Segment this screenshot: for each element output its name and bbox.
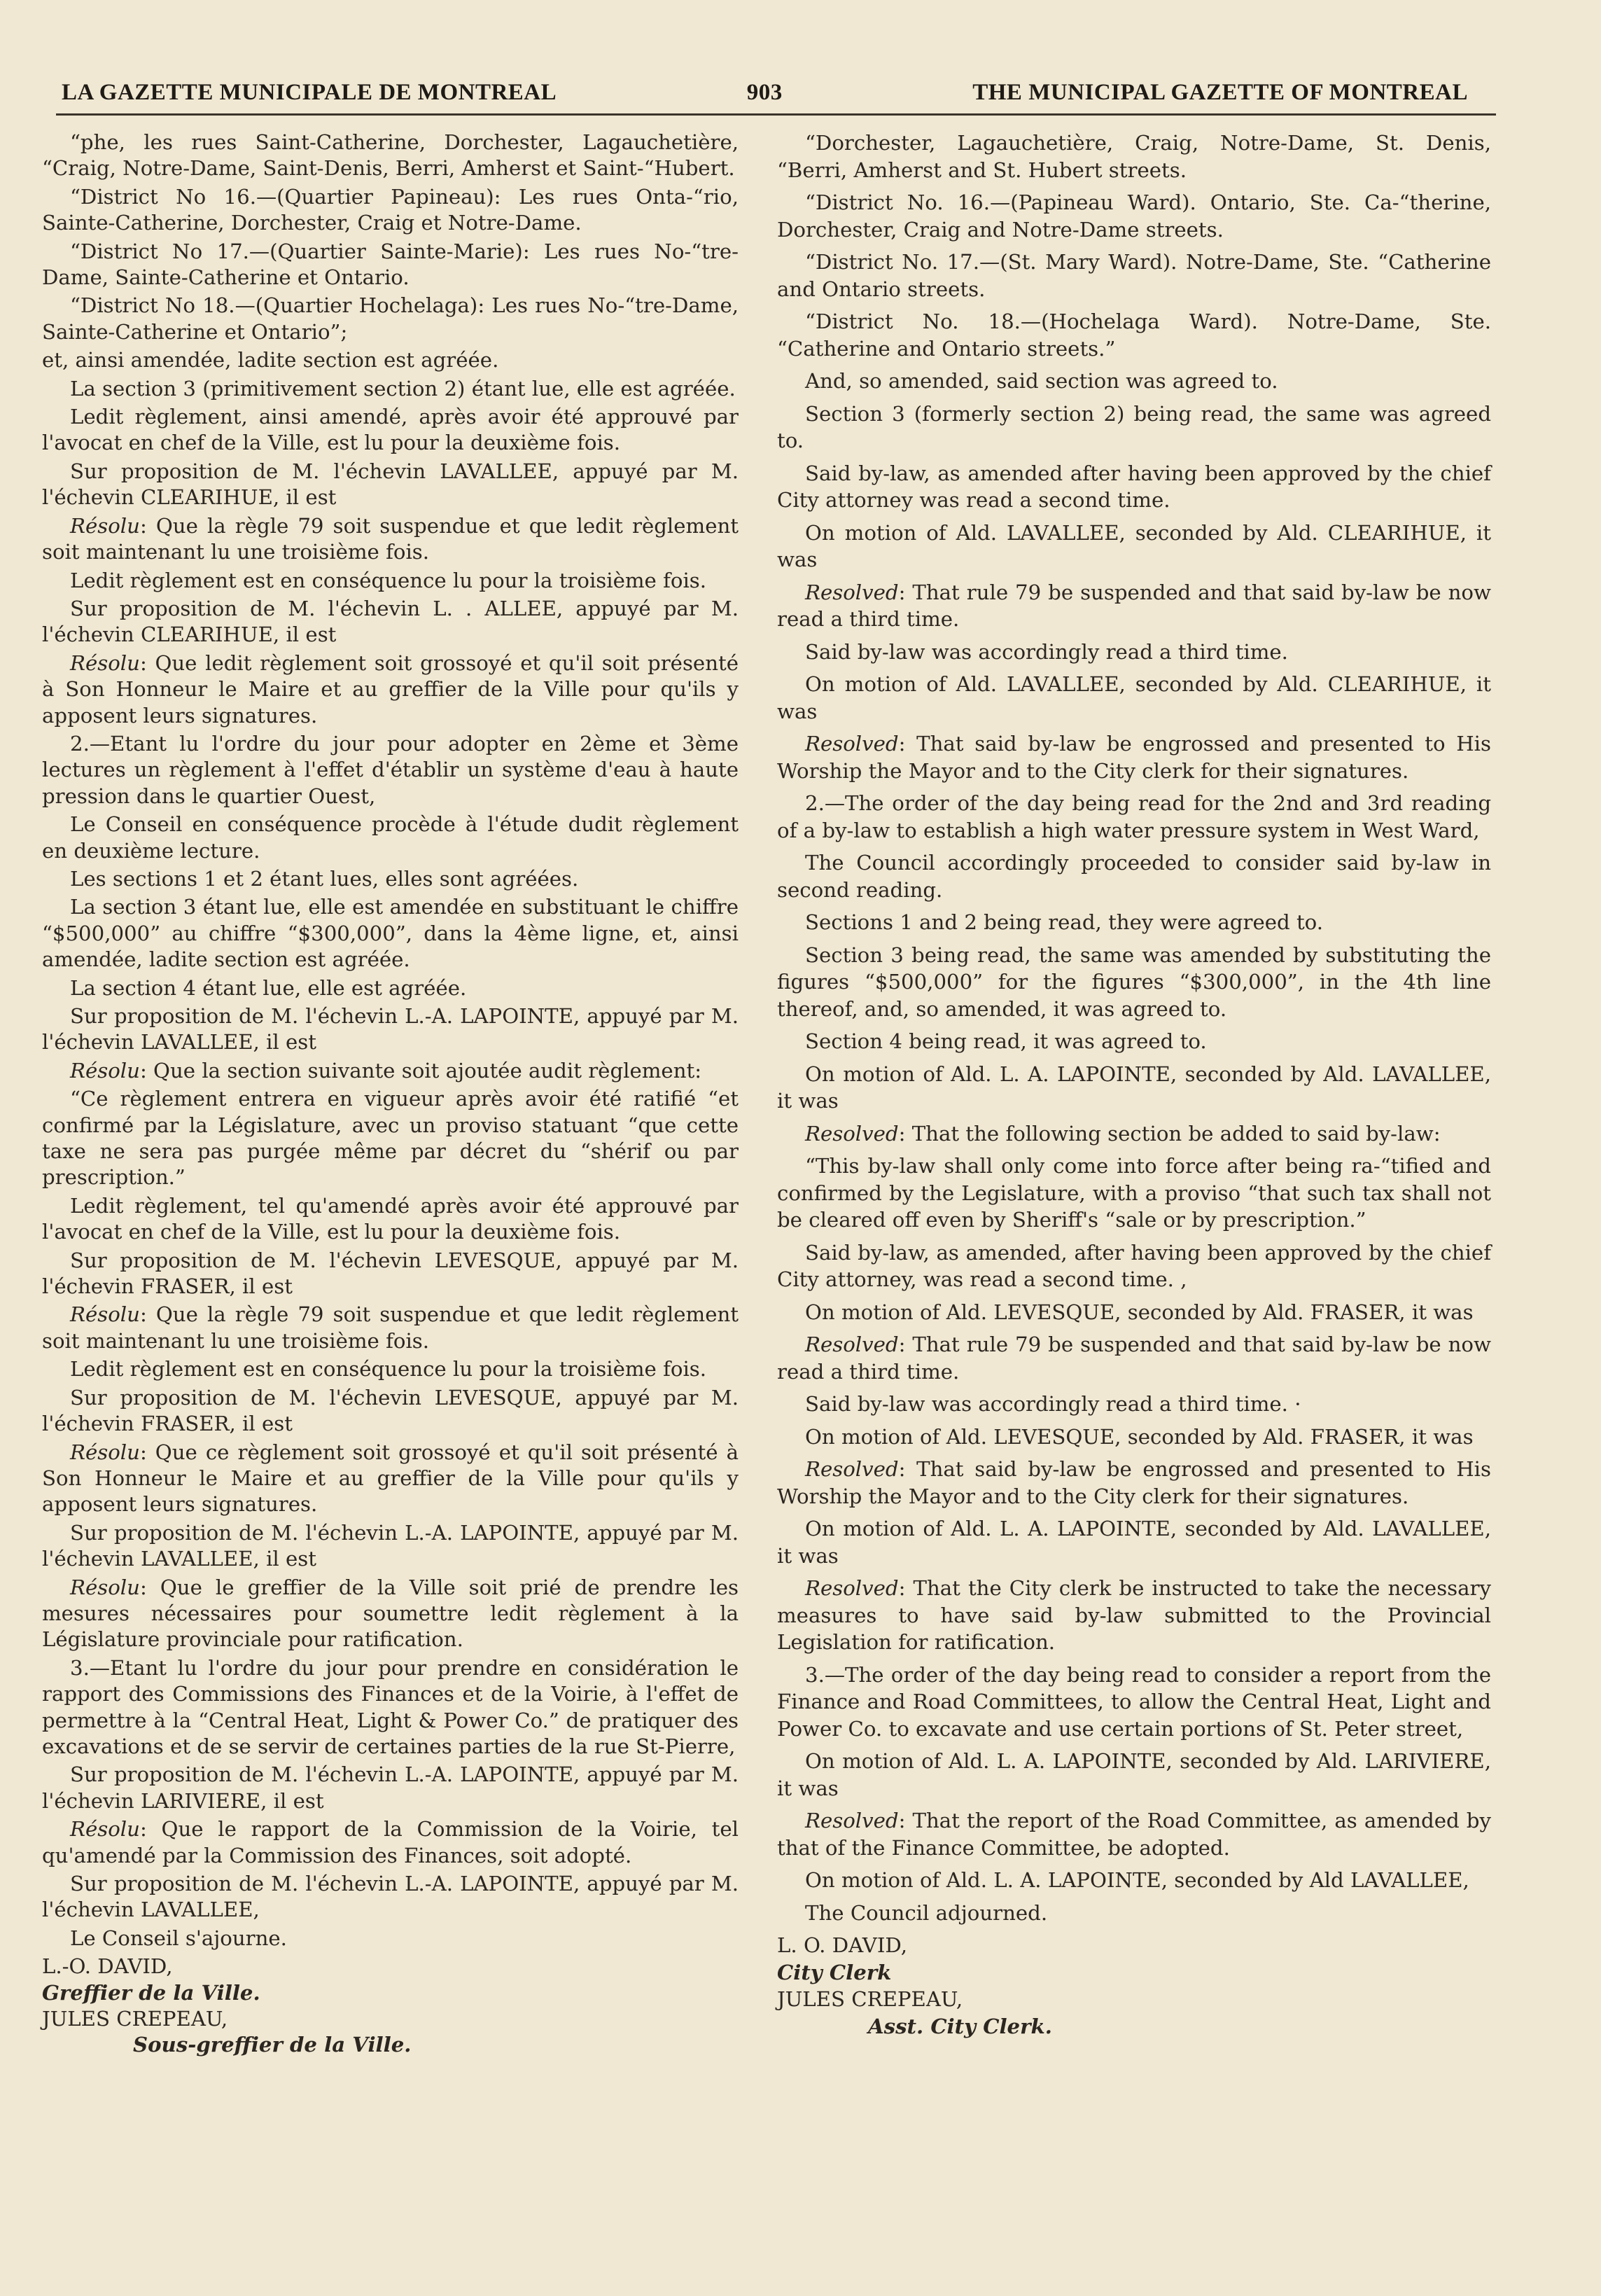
- paragraph-text: “District No 16.—(Quartier Papineau): Les rues Onta-“rio, Sainte-Catherine, Dorchester, Craig et Notre-Dame.: [42, 184, 739, 235]
- paragraph-text: Section 3 (formerly section 2) being read, the same was agreed to.: [777, 401, 1491, 452]
- header-left-title: LA GAZETTE MUNICIPALE DE MONTREAL: [62, 79, 557, 105]
- paragraph: [42, 596, 739, 648]
- paragraph-text: The Council adjourned.: [805, 1900, 1048, 1925]
- paragraph: [777, 1867, 1491, 1894]
- french-paragraphs: [42, 130, 739, 1951]
- paragraph-text: : Que la section suivante soit ajoutée audit règlement:: [139, 1058, 702, 1083]
- paragraph: [42, 239, 739, 291]
- resolution-lead: Resolved: [805, 1809, 899, 1832]
- resolution-lead: Resolved: [805, 1457, 899, 1481]
- paragraph: [777, 1239, 1491, 1293]
- paragraph: [777, 1331, 1491, 1385]
- paragraph: [777, 308, 1491, 362]
- paragraph: [777, 520, 1491, 573]
- paragraph: [42, 1058, 739, 1084]
- paragraph: [777, 639, 1491, 666]
- paragraph: [42, 1762, 739, 1814]
- paragraph: [42, 866, 739, 892]
- paragraph-text: Said by-law, as amended after having been approved by the chief City attorney was read a second time.: [777, 461, 1491, 512]
- paragraph: [777, 1807, 1491, 1861]
- french-column: [42, 130, 739, 2059]
- paragraph-text: : That said by-law be engrossed and presented to His Worship the Mayor and to the City clerk for their signatures.: [777, 1457, 1491, 1508]
- paragraph: [42, 1193, 739, 1246]
- resolution-lead: Resolved: [805, 580, 899, 604]
- paragraph-text: Sur proposition de M. l'échevin L. . ALLEE, appuyé par M. l'échevin CLEARIHUE, il est: [42, 596, 739, 647]
- paragraph-text: On motion of Ald. LEVESQUE, seconded by Ald. FRASER, it was: [805, 1424, 1474, 1449]
- paragraph-text: La section 4 étant lue, elle est agréée.: [70, 975, 467, 1000]
- paragraph-text: Section 4 being read, it was agreed to.: [805, 1029, 1207, 1053]
- resolution-lead: Résolu: [70, 1575, 140, 1599]
- paragraph: [42, 812, 739, 864]
- paragraph: [42, 1356, 739, 1382]
- resolution-lead: Résolu: [70, 513, 140, 538]
- resolution-lead: Résolu: [70, 1817, 140, 1842]
- paragraph-text: On motion of Ald. L. A. LAPOINTE, seconded by Ald. LAVALLEE, it was: [777, 1062, 1491, 1113]
- paragraph: [42, 1086, 739, 1191]
- paragraph: [777, 730, 1491, 784]
- left-assistant-title: Sous-greffier de la Ville.: [133, 2033, 412, 2057]
- paragraph-text: : That the following section be added to said by-law:: [898, 1121, 1441, 1146]
- paragraph-text: 3.—Etant lu l'ordre du jour pour prendre en considération le rapport des Commissions des Finances et de la Voirie, à l'effet de permettre à la “Central Heat, Light & Power Co.” de pratiquer des excavations et de se servir de certaines parties de la rue St-Pierre,: [42, 1655, 739, 1758]
- paragraph-text: “District No. 17.—(St. Mary Ward). Notre-Dame, Ste. “Catherine and Ontario streets.: [777, 250, 1491, 301]
- left-assistant-name: JULES CREPEAU,: [42, 2007, 228, 2031]
- paragraph-text: Sur proposition de M. l'échevin L.-A. LAPOINTE, appuyé par M. l'échevin LAVALLEE,: [42, 1872, 739, 1922]
- paragraph-text: : Que ce règlement soit grossoyé et qu'il soit présenté à Son Honneur le Maire et au greffier de la Ville pour qu'ils y apposent leurs signatures.: [42, 1440, 739, 1517]
- paragraph: [42, 1655, 739, 1760]
- paragraph-text: : That the report of the Road Committee, as amended by that of the Finance Committee, be adopted.: [777, 1809, 1491, 1860]
- resolution-lead: Resolved: [805, 1121, 899, 1146]
- paragraph-text: Ledit règlement est en conséquence lu pour la troisième fois.: [70, 1357, 707, 1382]
- paragraph-text: Les sections 1 et 2 étant lues, elles sont agréées.: [70, 866, 579, 891]
- paragraph-text: Sur proposition de M. l'échevin LEVESQUE, appuyé par M. l'échevin FRASER, il est: [42, 1248, 739, 1299]
- paragraph-text: Ledit règlement, tel qu'amendé après avoir été approuvé par l'avocat en chef de la Ville, est lu pour la deuxième fois.: [42, 1193, 739, 1244]
- resolution-lead: Resolved: [805, 732, 899, 756]
- page-header: [62, 76, 1468, 109]
- paragraph: [42, 1816, 739, 1869]
- paragraph: [777, 942, 1491, 1023]
- paragraph: [42, 1575, 739, 1653]
- paragraph: [777, 790, 1491, 844]
- paragraph: [42, 376, 739, 402]
- paragraph-text: “Ce règlement entrera en vigueur après avoir été ratifié “et confirmé par la Législature, avec un proviso statuant “que cette taxe ne sera pas purgée même par décret du “shérif ou par prescription.”: [42, 1087, 739, 1190]
- right-clerk-title: City Clerk: [777, 1960, 892, 1984]
- paragraph-text: On motion of Ald. LAVALLEE, seconded by Ald. CLEARIHUE, it was: [777, 520, 1491, 571]
- paragraph-text: “District No. 16.—(Papineau Ward). Ontario, Ste. Ca-“therine, Dorchester, Craig and Notre-Dame streets.: [777, 190, 1491, 242]
- paragraph: [42, 568, 739, 594]
- paragraph: [777, 1120, 1491, 1148]
- header-right-title: THE MUNICIPAL GAZETTE OF MONTREAL: [972, 79, 1468, 105]
- paragraph-text: La section 3 (primitivement section 2) étant lue, elle est agréée.: [70, 376, 736, 401]
- right-assistant-title: Asst. City Clerk.: [868, 2014, 1052, 2038]
- paragraph-text: Said by-law was accordingly read a third time.: [805, 639, 1288, 664]
- paragraph: [777, 1456, 1491, 1510]
- paragraph-text: 2.—Etant lu l'ordre du jour pour adopter en 2ème et 3ème lectures un règlement à l'effet d'établir un système d'eau à haute pression dans le quartier Ouest,: [42, 731, 739, 808]
- paragraph-text: On motion of Ald. LAVALLEE, seconded by Ald. CLEARIHUE, it was: [777, 672, 1491, 723]
- paragraph-text: : That rule 79 be suspended and that said by-law be now read a third time.: [777, 580, 1491, 631]
- paragraph: [777, 189, 1491, 243]
- paragraph-text: “District No. 18.—(Hochelaga Ward). Notre-Dame, Ste. “Catherine and Ontario streets.”: [777, 309, 1491, 361]
- resolution-lead: Résolu: [70, 650, 140, 675]
- paragraph-text: Le Conseil en conséquence procède à l'étude dudit règlement en deuxième lecture.: [42, 812, 739, 863]
- paragraph-text: Sur proposition de M. l'échevin LAVALLEE, appuyé par M. l'échevin CLEARIHUE, il est: [42, 459, 739, 510]
- paragraph: [777, 1662, 1491, 1743]
- paragraph: [777, 1424, 1491, 1451]
- paragraph: [42, 1926, 739, 1951]
- paragraph-text: “District No 17.—(Quartier Sainte-Marie): Les rues No-“tre-Dame, Sainte-Catherine et Ontario.: [42, 239, 739, 290]
- paragraph: [42, 459, 739, 511]
- paragraph-text: On motion of Ald. LEVESQUE, seconded by Ald. FRASER, it was: [805, 1300, 1474, 1324]
- paragraph: [42, 1520, 739, 1573]
- paragraph: [777, 1391, 1491, 1418]
- paragraph-text: : That the City clerk be instructed to take the necessary measures to have said by-law submitted to the Provincial Legislation for ratification.: [777, 1576, 1491, 1654]
- paragraph: [42, 1385, 739, 1438]
- paragraph-text: : Que la règle 79 soit suspendue et que ledit règlement soit maintenant lu une troisième fois.: [42, 513, 739, 564]
- resolution-lead: Résolu: [70, 1058, 140, 1083]
- paragraph: [42, 130, 739, 182]
- paragraph: [777, 401, 1491, 454]
- paragraph-text: On motion of Ald. L. A. LAPOINTE, seconded by Ald. LARIVIERE, it was: [777, 1749, 1491, 1800]
- paragraph: [42, 293, 739, 345]
- right-assistant-name: JULES CREPEAU,: [777, 1987, 963, 2011]
- paragraph-text: Sur proposition de M. l'échevin L.-A. LAPOINTE, appuyé par M. l'échevin LAVALLEE, il est: [42, 1004, 739, 1055]
- paragraph-text: The Council accordingly proceeded to consider said by-law in second reading.: [777, 851, 1491, 902]
- paragraph-text: 2.—The order of the day being read for the 2nd and 3rd reading of a by-law to establish a high water pressure system in West Ward,: [777, 791, 1491, 842]
- paragraph-text: Sur proposition de M. l'échevin LEVESQUE, appuyé par M. l'échevin FRASER, il est: [42, 1385, 739, 1436]
- english-column: [777, 130, 1491, 2040]
- paragraph: [42, 513, 739, 566]
- paragraph-text: Ledit règlement est en conséquence lu pour la troisième fois.: [70, 568, 707, 592]
- paragraph: [42, 347, 739, 373]
- paragraph: [42, 404, 739, 457]
- paragraph: [42, 650, 739, 729]
- paragraph: [42, 1440, 739, 1518]
- paragraph: [777, 460, 1491, 514]
- paragraph-text: “phe, les rues Saint-Catherine, Dorchester, Lagauchetière, “Craig, Notre-Dame, Saint-Denis, Berri, Amherst et Saint-“Hubert.: [42, 130, 739, 181]
- paragraph: [42, 1302, 739, 1354]
- paragraph-text: Section 3 being read, the same was amended by substituting the figures “$500,000” for the figures “$300,000”, in the 4th line thereof, and, so amended, it was agreed to.: [777, 942, 1491, 1021]
- paragraph: [777, 579, 1491, 633]
- paragraph: [42, 975, 739, 1001]
- paragraph: [777, 1299, 1491, 1326]
- resolution-lead: Resolved: [805, 1576, 899, 1600]
- resolution-lead: Résolu: [70, 1440, 140, 1464]
- paragraph-text: And, so amended, said section was agreed to.: [805, 369, 1278, 393]
- paragraph-text: Sur proposition de M. l'échevin L.-A. LAPOINTE, appuyé par M. l'échevin LARIVIERE, il est: [42, 1762, 739, 1813]
- paragraph-text: On motion of Ald. L. A. LAPOINTE, seconded by Ald LAVALLEE,: [805, 1868, 1469, 1892]
- paragraph-text: : Que le rapport de la Commission de la Voirie, tel qu'amendé par la Commission des Finances, soit adopté.: [42, 1817, 739, 1867]
- english-paragraphs: [777, 130, 1491, 1926]
- paragraph-text: : That said by-law be engrossed and presented to His Worship the Mayor and to the City clerk for their signatures.: [777, 732, 1491, 783]
- paragraph: [777, 1575, 1491, 1656]
- paragraph-text: “This by-law shall only come into force after being ra-“tified and confirmed by the Legislature, with a proviso “that such tax shall not be cleared off even by Sheriff's “sale or by prescription.”: [777, 1154, 1491, 1232]
- paragraph: [42, 1003, 739, 1056]
- paragraph-text: : Que ledit règlement soit grossoyé et qu'il soit présenté à Son Honneur le Maire et au greffier de la Ville pour qu'ils y apposent leurs signatures.: [42, 650, 739, 728]
- paragraph: [777, 1028, 1491, 1055]
- paragraph: [42, 184, 739, 237]
- paragraph: [777, 1900, 1491, 1927]
- paragraph-text: Said by-law was accordingly read a third time. ·: [805, 1392, 1301, 1416]
- paragraph-text: : That rule 79 be suspended and that said by-law be now read a third time.: [777, 1333, 1491, 1384]
- paragraph-text: “District No 18.—(Quartier Hochelaga): Les rues No-“tre-Dame, Sainte-Catherine et Ontario”;: [42, 293, 739, 344]
- paragraph: [777, 1515, 1491, 1569]
- paragraph-text: 3.—The order of the day being read to consider a report from the Finance and Road Committees, to allow the Central Heat, Light and Power Co. to excavate and use certain portions of St. Peter street,: [777, 1662, 1491, 1741]
- paragraph: [42, 1871, 739, 1923]
- paragraph-text: La section 3 étant lue, elle est amendée en substituant le chiffre “$500,000” au chiffre “$300,000”, dans la 4ème ligne, et, ainsi amendée, ladite section est agréée.: [42, 895, 739, 972]
- paragraph: [42, 1248, 739, 1300]
- paragraph: [777, 671, 1491, 725]
- paragraph: [777, 249, 1491, 302]
- page-number: 903: [746, 79, 783, 105]
- paragraph: [777, 130, 1491, 183]
- paragraph-text: Sur proposition de M. l'échevin L.-A. LAPOINTE, appuyé par M. l'échevin LAVALLEE, il est: [42, 1520, 739, 1571]
- paragraph: [777, 368, 1491, 395]
- paragraph: [777, 909, 1491, 936]
- paragraph-text: et, ainsi amendée, ladite section est agréée.: [42, 348, 499, 373]
- right-clerk-name: L. O. DAVID,: [777, 1933, 907, 1957]
- paragraph-text: Said by-law, as amended, after having been approved by the chief City attorney, was read a second time. ,: [777, 1240, 1491, 1291]
- paragraph-text: “Dorchester, Lagauchetière, Craig, Notre-Dame, St. Denis, “Berri, Amherst and St. Hubert streets.: [777, 131, 1491, 182]
- paragraph: [777, 849, 1491, 903]
- left-clerk-title: Greffier de la Ville.: [42, 1980, 260, 2005]
- paragraph-text: Ledit règlement, ainsi amendé, après avoir été approuvé par l'avocat en chef de la Ville, est lu pour la deuxième fois.: [42, 405, 739, 455]
- resolution-lead: Resolved: [805, 1333, 899, 1356]
- paragraph: [42, 894, 739, 973]
- paragraph-text: : Que la règle 79 soit suspendue et que ledit règlement soit maintenant lu une troisième fois.: [42, 1302, 739, 1353]
- paragraph-text: Le Conseil s'ajourne.: [70, 1926, 287, 1950]
- header-rule: [56, 113, 1496, 116]
- paragraph: [777, 1748, 1491, 1802]
- paragraph: [42, 731, 739, 809]
- left-clerk-name: L.-O. DAVID,: [42, 1954, 173, 1979]
- paragraph-text: Sections 1 and 2 being read, they were agreed to.: [805, 910, 1324, 934]
- paragraph-text: : Que le greffier de la Ville soit prié de prendre les mesures nécessaires pour soumettre ledit règlement à la Législature provinciale pour ratification.: [42, 1575, 739, 1652]
- resolution-lead: Résolu: [70, 1302, 140, 1327]
- paragraph: [777, 1153, 1491, 1234]
- paragraph-text: On motion of Ald. L. A. LAPOINTE, seconded by Ald. LAVALLEE, it was: [777, 1517, 1491, 1568]
- paragraph: [777, 1061, 1491, 1115]
